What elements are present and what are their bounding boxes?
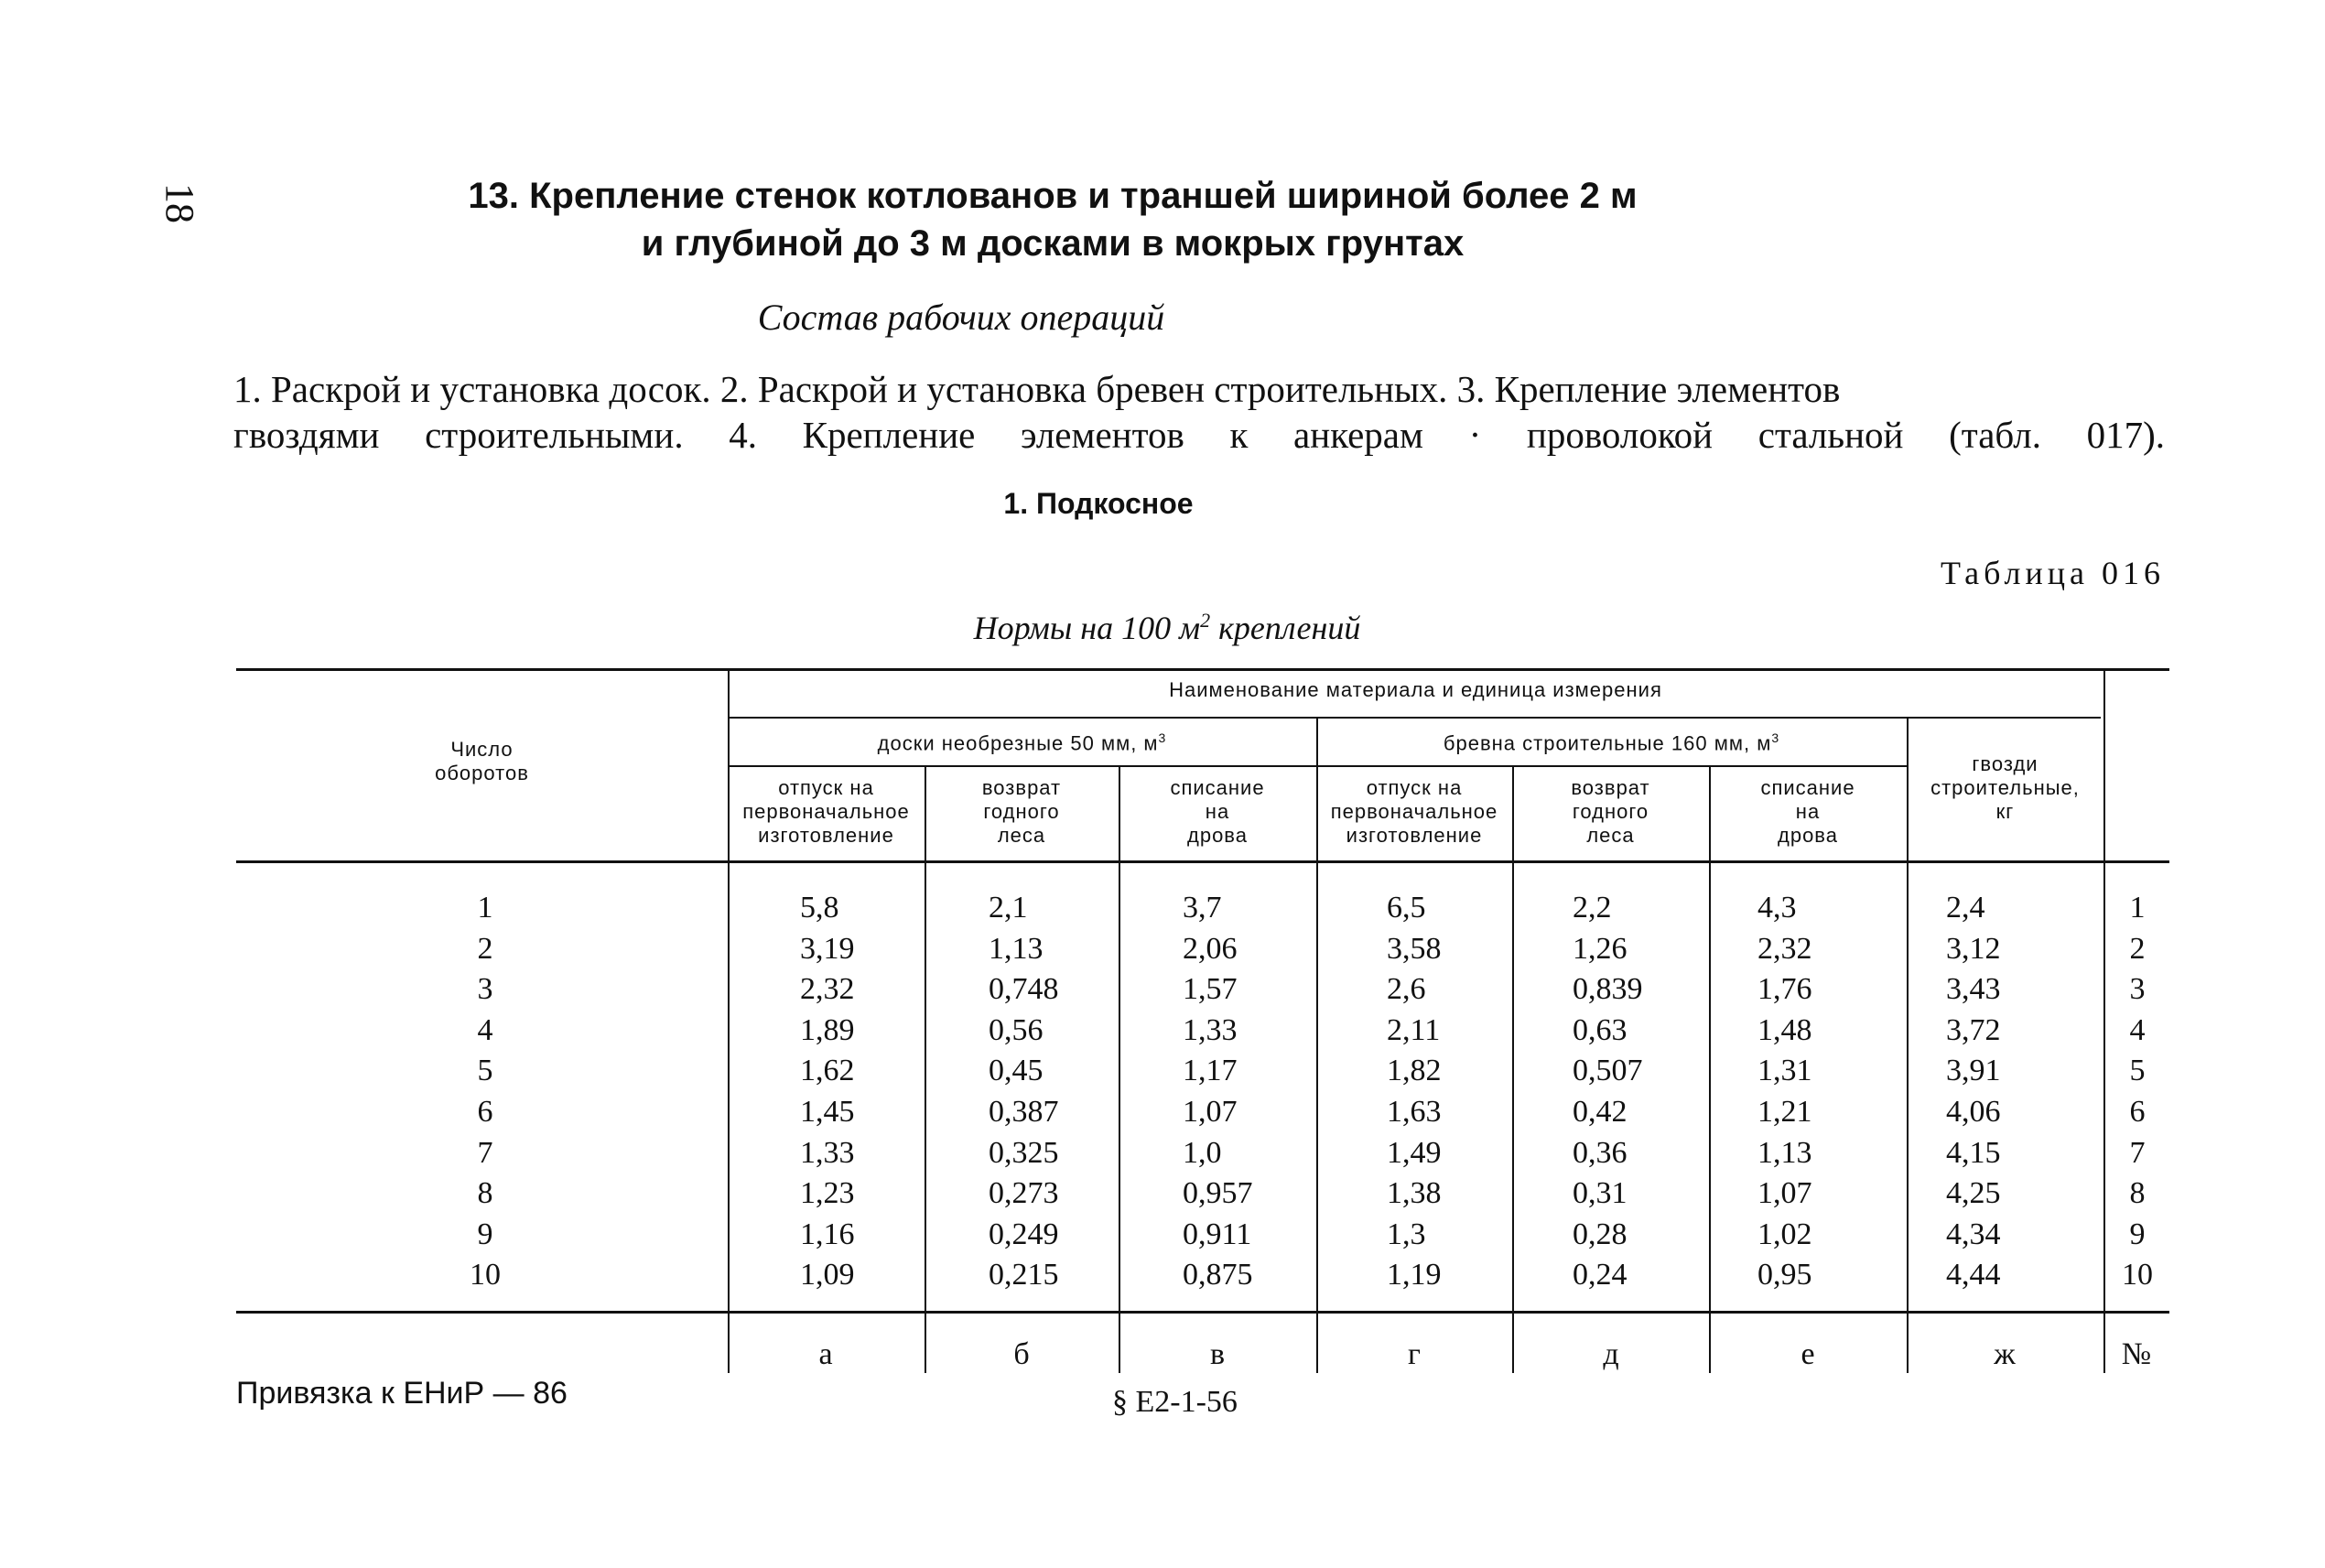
table-cell-v: 1,57 (1183, 972, 1238, 1007)
table-cell-g: 3,58 (1387, 931, 1442, 966)
table-cell-d: 0,507 (1573, 1054, 1643, 1088)
table-cell-zh: 4,25 (1946, 1176, 2001, 1211)
material-header: Наименование материала и единица измерения (1169, 678, 1662, 701)
table-cell-a: 1,16 (800, 1217, 855, 1251)
table-cell-d: 0,42 (1573, 1095, 1628, 1129)
table-cell-n: 3 (477, 972, 493, 1007)
subcol-d-line-1: возврат (1571, 776, 1650, 799)
table-cell-no: 9 (2129, 1217, 2146, 1251)
operations-line-1: 1. Раскрой и установка досок. 2. Раскрой и установка бревен строительных. 3. Крепление элементов (233, 368, 1841, 410)
table-cell-g: 1,38 (1387, 1176, 1442, 1211)
column-letter: в (1209, 1337, 1226, 1371)
subcol-b-line-1: возврат (981, 776, 1062, 799)
group-header-rule (728, 765, 1909, 767)
table-cell-zh: 3,72 (1946, 1012, 2001, 1047)
column-letter: г (1408, 1337, 1421, 1371)
group-header-boards (728, 726, 1316, 755)
subcol-g-line-1: отпуск на (1366, 776, 1463, 799)
table-cell-b: 0,56 (989, 1012, 1044, 1047)
table-cell-n: 7 (477, 1135, 493, 1170)
table-label: Таблица 016 (1941, 555, 2165, 591)
group-header-boards-text: доски необрезные 50 мм, м (877, 731, 1159, 755)
table-cell-e: 1,13 (1757, 1135, 1812, 1170)
table-cell-b: 0,215 (989, 1258, 1059, 1292)
table-cell-zh: 4,34 (1946, 1217, 2001, 1251)
table-cell-v: 0,957 (1183, 1176, 1253, 1211)
table-cell-no: 2 (2129, 931, 2146, 966)
subcol-d-line-3: леса (1586, 824, 1635, 847)
table-cell-a: 2,32 (800, 972, 855, 1007)
table-cell-no: 3 (2129, 972, 2146, 1007)
table-cell-d: 0,63 (1573, 1012, 1628, 1047)
table-cell-no: 7 (2129, 1135, 2146, 1170)
row-header (236, 738, 728, 785)
subcol-v-line-1: списание (1170, 776, 1265, 799)
operations-text (233, 366, 2165, 458)
title-line-2: и глубиной до 3 м досками в мокрых грунтах (641, 223, 1465, 264)
subsection-title: 1. Подкосное (1003, 487, 1194, 520)
norms-caption-suffix: креплений (1210, 610, 1361, 646)
column-letter: д (1603, 1337, 1619, 1371)
subcol-header-g (1316, 776, 1512, 848)
table-cell-a: 1,45 (800, 1095, 855, 1129)
table-cell-g: 1,19 (1387, 1258, 1442, 1292)
table-cell-zh: 4,44 (1946, 1258, 2001, 1292)
table-cell-n: 5 (477, 1054, 493, 1088)
col-divider-header-8 (2103, 668, 2105, 860)
table-cell-no: 8 (2129, 1176, 2146, 1211)
table-cell-d: 0,24 (1573, 1258, 1628, 1292)
table-cell-zh: 3,43 (1946, 972, 2001, 1007)
table-cell-no: 6 (2129, 1095, 2146, 1129)
subcol-b-line-2: годного (983, 800, 1060, 823)
table-cell-zh: 4,06 (1946, 1095, 2001, 1129)
subcol-d-line-2: годного (1572, 800, 1649, 823)
table-cell-zh: 4,15 (1946, 1135, 2001, 1170)
table-cell-d: 0,36 (1573, 1135, 1628, 1170)
table-cell-v: 0,875 (1183, 1258, 1253, 1292)
title-line-1: 13. Крепление стенок котлованов и траншей шириной более 2 м (468, 176, 1638, 216)
column-letter: е (1801, 1337, 1815, 1371)
group-header-logs-sup: 3 (1771, 730, 1780, 745)
operations-line-2: гвоздями строительными. 4. Крепление элементов к анкерам · проволокой стальной (табл. 017). (233, 414, 2165, 456)
nails-header-line-1: гвозди (1972, 752, 2038, 775)
header-bottom-rule (236, 860, 2169, 863)
table-cell-b: 0,273 (989, 1176, 1059, 1211)
table-cell-e: 1,48 (1757, 1012, 1812, 1047)
subcol-header-a (728, 776, 925, 848)
table-cell-n: 10 (470, 1258, 501, 1292)
table-cell-zh: 2,4 (1946, 891, 1985, 925)
table-cell-n: 2 (477, 931, 493, 966)
col-divider-body-2 (925, 860, 926, 1373)
col-divider-body-7 (1907, 860, 1909, 1373)
subcol-e-line-1: списание (1760, 776, 1855, 799)
table-cell-b: 2,1 (989, 891, 1028, 925)
row-header-line-1: Число (450, 738, 514, 761)
subcol-v-line-2: на (1205, 800, 1230, 823)
table-cell-g: 2,6 (1387, 972, 1426, 1007)
subcol-e-line-2: на (1795, 800, 1821, 823)
table-cell-a: 1,23 (800, 1176, 855, 1211)
norms-caption-sup: 2 (1200, 609, 1211, 632)
table-cell-n: 6 (477, 1095, 493, 1129)
table-cell-n: 1 (477, 891, 493, 925)
operations-heading: Состав рабочих операций (757, 297, 1165, 338)
footer-section-ref: § Е2-1-56 (1112, 1385, 1238, 1419)
table-cell-e: 4,3 (1757, 891, 1797, 925)
table-cell-v: 2,06 (1183, 931, 1238, 966)
table-cell-b: 0,387 (989, 1095, 1059, 1129)
table-cell-v: 0,911 (1183, 1217, 1252, 1251)
group-header-boards-sup: 3 (1158, 730, 1167, 745)
column-letter: ж (1994, 1337, 2016, 1371)
table-cell-v: 1,0 (1183, 1135, 1222, 1170)
table-cell-e: 1,02 (1757, 1217, 1812, 1251)
page-number: 18 (157, 183, 202, 223)
table-cell-e: 1,07 (1757, 1176, 1812, 1211)
norms-caption (732, 600, 1602, 649)
body-bottom-rule (236, 1311, 2169, 1314)
subcol-header-b (925, 776, 1119, 848)
group-header-logs-text: бревна строительные 160 мм, м (1443, 731, 1772, 755)
table-cell-a: 3,19 (800, 931, 855, 966)
table-cell-v: 1,07 (1183, 1095, 1238, 1129)
table-cell-e: 1,21 (1757, 1095, 1812, 1129)
table-cell-no: 1 (2129, 891, 2146, 925)
table-cell-v: 1,17 (1183, 1054, 1238, 1088)
table-cell-zh: 3,12 (1946, 931, 2001, 966)
table-cell-g: 1,63 (1387, 1095, 1442, 1129)
column-letter: № (2121, 1337, 2152, 1371)
table-cell-a: 1,62 (800, 1054, 855, 1088)
table-cell-v: 3,7 (1183, 891, 1222, 925)
col-divider-body-3 (1119, 860, 1120, 1373)
table-cell-n: 9 (477, 1217, 493, 1251)
table-cell-no: 5 (2129, 1054, 2146, 1088)
table-cell-b: 0,748 (989, 972, 1059, 1007)
col-divider-body-1 (728, 860, 730, 1373)
table-cell-b: 0,325 (989, 1135, 1059, 1170)
subcol-g-line-2: первоначальное (1330, 800, 1498, 823)
subcol-g-line-3: изготовление (1346, 824, 1483, 847)
table-cell-d: 1,26 (1573, 931, 1628, 966)
table-cell-g: 1,3 (1387, 1217, 1426, 1251)
column-letter: б (1013, 1337, 1030, 1371)
table-cell-n: 8 (477, 1176, 493, 1211)
subcol-header-d (1512, 776, 1709, 848)
subcol-a-line-3: изготовление (758, 824, 894, 847)
column-letter: а (818, 1337, 833, 1371)
table-cell-e: 0,95 (1757, 1258, 1812, 1292)
table-cell-b: 0,249 (989, 1217, 1059, 1251)
subcol-v-line-3: дрова (1187, 824, 1248, 847)
table-cell-no: 4 (2129, 1012, 2146, 1047)
table-cell-n: 4 (477, 1012, 493, 1047)
nails-header-line-3: кг (1995, 800, 2015, 823)
nails-header-line-2: строительные, (1930, 776, 2080, 799)
table-cell-v: 1,33 (1183, 1012, 1238, 1047)
table-cell-g: 1,82 (1387, 1054, 1442, 1088)
section-heading (275, 172, 1831, 267)
table-cell-b: 0,45 (989, 1054, 1044, 1088)
subcol-header-v (1119, 776, 1316, 848)
table-cell-a: 1,09 (800, 1258, 855, 1292)
col-divider-body-5 (1512, 860, 1514, 1373)
table-cell-e: 2,32 (1757, 931, 1812, 966)
material-header-rule (728, 717, 2101, 719)
group-header-logs (1316, 726, 1907, 755)
table-cell-a: 1,33 (800, 1135, 855, 1170)
table-top-rule (236, 668, 2169, 671)
table-cell-g: 6,5 (1387, 891, 1426, 925)
table-cell-b: 1,13 (989, 931, 1044, 966)
table-cell-d: 0,839 (1573, 972, 1643, 1007)
table-cell-zh: 3,91 (1946, 1054, 2001, 1088)
table-cell-d: 0,31 (1573, 1176, 1628, 1211)
subcol-a-line-1: отпуск на (778, 776, 874, 799)
subcol-b-line-3: леса (997, 824, 1046, 847)
subcol-e-line-3: дрова (1778, 824, 1838, 847)
table-cell-a: 1,89 (800, 1012, 855, 1047)
footer-reference: Привязка к ЕНиР — 86 (236, 1376, 568, 1411)
col-divider-body-6 (1709, 860, 1711, 1373)
table-cell-g: 2,11 (1387, 1012, 1441, 1047)
subcol-a-line-2: первоначальное (742, 800, 910, 823)
table-cell-a: 5,8 (800, 891, 839, 925)
col-divider-body-4 (1316, 860, 1318, 1373)
table-cell-e: 1,76 (1757, 972, 1812, 1007)
table-cell-g: 1,49 (1387, 1135, 1442, 1170)
table-cell-d: 2,2 (1573, 891, 1612, 925)
subcol-header-e (1709, 776, 1907, 848)
row-header-line-2: оборотов (435, 762, 529, 784)
nails-header (1907, 752, 2103, 824)
table-cell-d: 0,28 (1573, 1217, 1628, 1251)
table-cell-e: 1,31 (1757, 1054, 1812, 1088)
norms-caption-text: Нормы на 100 м (973, 610, 1201, 646)
table-cell-no: 10 (2122, 1258, 2153, 1292)
